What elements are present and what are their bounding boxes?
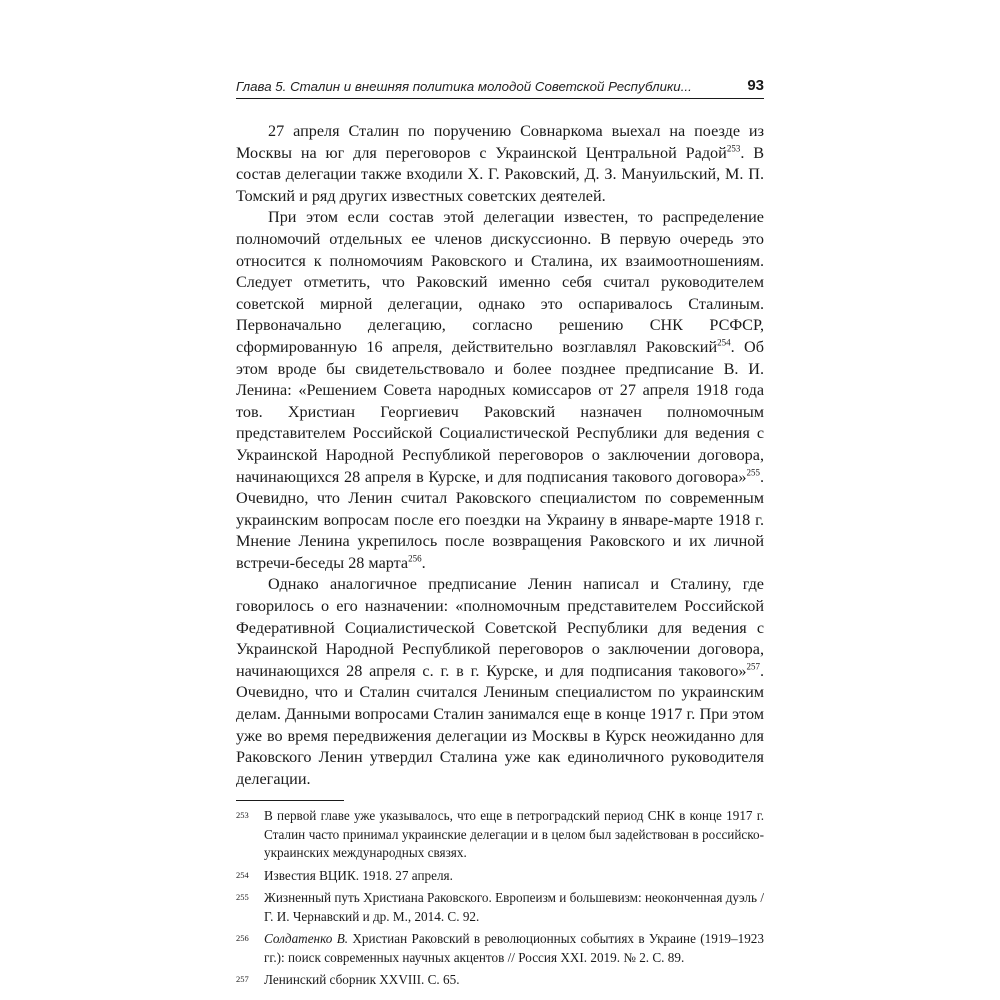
paragraph: [236, 207, 764, 574]
running-header: [236, 70, 764, 99]
footnote-number: 255: [236, 892, 249, 903]
page-number: 93: [747, 77, 764, 94]
footnotes: [236, 807, 764, 990]
footnote: [236, 930, 764, 967]
footnote: [236, 867, 764, 886]
footnote-ref[interactable]: 254: [717, 337, 731, 348]
text-run: . Об этом вроде бы свидетельствовало и более позднее предписание В. И. Ленина: «Решением Совета народных комиссаров от 27 апреля 1918 года тов. Христиан Георгиевич Раковский назначен полномочным представителем Российской Социалистической Республики для ведения с Украинской Народной Республикой переговоров о заключении договора, начинающихся 28 апреля в Курске, и для подписания такового договора»: [236, 337, 764, 486]
footnote-text: Ленинский сборник XXVIII. С. 65.: [264, 972, 460, 988]
footnote: [236, 889, 764, 926]
footnote: [236, 971, 764, 990]
text-run: . В состав делегации также входили Х. Г. Раковский, Д. З. Мануильский, М. П. Томский и ряд других известных советских деятелей.: [236, 143, 764, 205]
footnote-text: Жизненный путь Христиана Раковского. Европеизм и большевизм: неоконченная дуэль / Г. И. Чернавский и др. М., 2014. С. 92.: [264, 890, 764, 924]
footnote-number: 254: [236, 869, 249, 880]
paragraph: [236, 121, 764, 207]
footnote-ref[interactable]: 253: [726, 143, 741, 154]
text-run: При этом если состав этой делегации известен, то распределение полномочий отдельных ее членов дискуссионно. В первую очередь это относится к полномочиям Раковского и Сталина, их взаимоотношениям. Следует отметить, что Раковский именно себя считал руководителем советской мирной делегации, однако это оспаривалось Сталиным. Первоначально делегацию, согласно решению СНК РСФСР, сформированную 16 апреля, действительно возглавлял Раковский: [236, 208, 764, 356]
text-run: . Очевидно, что Ленин считал Раковского специалистом по современным украинским вопросам после его поездки на Украину в январе-марте 1918 г. Мнение Ленина укрепилось после возвращения Раковского и их личной встречи-беседы 28 марта: [236, 467, 764, 572]
text-run: 27 апреля Сталин по поручению Совнаркома выехал на поезде из Москвы на юг для переговоров с Украинской Центральной Радой: [236, 122, 764, 162]
text-run: .: [421, 553, 426, 572]
footnote-text: В первой главе уже указывалось, что еще в петроградский период СНК в конце 1917 г. Сталин часто принимал украинские делегации и в целом был задействован в российско-украинских международных связях.: [264, 808, 764, 861]
footnote-text: Известия ВЦИК. 1918. 27 апреля.: [264, 867, 453, 883]
footnote-citation: Христиан Раковский в революционных событиях в Украине (1919–1923 гг.): поиск современных научных акцентов // Россия XXI. 2019. № 2. С. 89.: [264, 931, 764, 965]
footnote-ref[interactable]: 257: [746, 661, 760, 672]
footnote: [236, 807, 764, 863]
paragraph: [236, 574, 764, 790]
book-page: [236, 70, 764, 994]
footnote-author: Солдатенко В.: [264, 931, 349, 947]
footnote-number: 256: [236, 933, 249, 944]
text-run: Однако аналогичное предписание Ленин написал и Сталину, где говорилось о его назначении: «полномочным представителем Российской Федеративной Социалистической Советской Республики для ведения с Украинской Народной Республикой переговоров о заключении договора, начинающихся 28 апреля с. г. в г. Курске, и для подписания такового»: [236, 575, 764, 680]
footnote-ref[interactable]: 256: [408, 553, 422, 564]
chapter-title: Глава 5. Сталин и внешняя политика молодой Советской Республики...: [236, 79, 692, 94]
footnote-divider: [236, 800, 344, 801]
footnote-number: 253: [236, 810, 249, 821]
footnote-number: 257: [236, 974, 249, 985]
body-text: [236, 121, 764, 790]
text-run: . Очевидно, что и Сталин считался Лениным специалистом по украинским делам. Данными вопросами Сталин занимался еще в конце 1917 г. При этом уже во время передвижения делегации из Москвы в Курск неожиданно для Раковского Ленин утвердил Сталина уже как единоличного руководителя делегации.: [236, 661, 764, 788]
footnote-ref[interactable]: 255: [746, 467, 760, 478]
footnote-text: [264, 930, 764, 967]
